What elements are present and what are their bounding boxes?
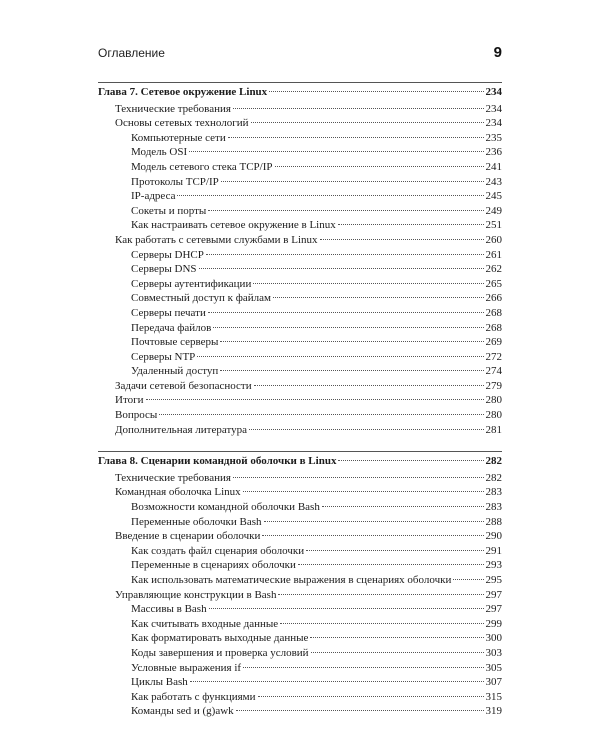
toc-entry-title: Дополнительная литература (115, 423, 247, 436)
toc-entry-page: 283 (485, 486, 502, 499)
toc-entry-title: Модель сетевого стека TCP/IP (131, 160, 273, 173)
dot-leader (199, 268, 484, 269)
toc-subsection[interactable] (98, 321, 502, 336)
toc-entry-title: Модель OSI (131, 146, 188, 159)
dot-leader (220, 341, 483, 342)
toc-entry-title: Переменные оболочки Bash (131, 515, 262, 528)
toc-entry-page: 288 (485, 515, 502, 528)
toc-entry-title: Глава 7. Сетевое окружение Linux (98, 86, 268, 98)
toc-chapter-heading[interactable] (98, 83, 502, 102)
toc-subsection[interactable] (98, 262, 502, 277)
dot-leader (310, 637, 483, 638)
toc-subsection[interactable] (98, 350, 502, 365)
toc-entry-page: 241 (485, 160, 502, 173)
toc-subsection[interactable] (98, 306, 502, 321)
toc-entry-title: Массивы в Bash (131, 603, 207, 616)
toc-entry-page: 280 (485, 394, 502, 407)
toc-entry-title: Почтовые серверы (131, 336, 219, 349)
toc-entry-page: 261 (485, 248, 502, 261)
toc-subsection[interactable] (98, 248, 502, 263)
toc-section[interactable] (98, 423, 502, 438)
toc-subsection[interactable] (98, 218, 502, 233)
toc-subsection[interactable] (98, 277, 502, 292)
toc-entry-page: 268 (485, 306, 502, 319)
toc-entry-page: 235 (485, 131, 502, 144)
toc-entry-page: 290 (485, 530, 502, 543)
toc-subsection[interactable] (98, 335, 502, 350)
toc-entry-title: Компьютерные сети (131, 131, 226, 144)
toc-entry-page: 272 (485, 350, 502, 363)
toc-entry-title: Серверы NTP (131, 350, 196, 363)
toc-entry-title: Возможности командной оболочки Bash (131, 501, 320, 514)
toc-entry-page: 265 (485, 277, 502, 290)
toc-entry-page: 234 (485, 86, 502, 98)
toc-subsection[interactable] (98, 189, 502, 204)
toc-subsection[interactable] (98, 515, 502, 530)
toc-subsection[interactable] (98, 704, 502, 719)
toc-entry-page: 260 (485, 233, 502, 246)
dot-leader (243, 667, 483, 668)
toc-entry-page: 245 (485, 190, 502, 203)
toc-entry-page: 281 (485, 423, 502, 436)
toc-subsection[interactable] (98, 617, 502, 632)
toc-entry-page: 293 (485, 559, 502, 572)
page-number: 9 (493, 44, 502, 61)
toc-entry-page: 268 (485, 321, 502, 334)
dot-leader (262, 535, 483, 536)
toc-section[interactable] (98, 471, 502, 486)
dot-leader (311, 652, 484, 653)
dot-leader (197, 356, 483, 357)
toc-section[interactable] (98, 233, 502, 248)
dot-leader (189, 151, 483, 152)
toc-subsection[interactable] (98, 291, 502, 306)
dot-leader (159, 414, 483, 415)
toc-entry-page: 283 (485, 501, 502, 514)
toc-chapter (98, 451, 502, 719)
toc-entry-page: 234 (485, 102, 502, 115)
dot-leader (233, 108, 484, 109)
dot-leader (213, 327, 483, 328)
toc-section[interactable] (98, 116, 502, 131)
toc-entry-page: 236 (485, 146, 502, 159)
toc-subsection[interactable] (98, 661, 502, 676)
dot-leader (280, 623, 483, 624)
table-of-contents (98, 82, 502, 719)
toc-entry-page: 303 (485, 646, 502, 659)
dot-leader (298, 564, 484, 565)
toc-entry-title: Как считывать входные данные (131, 617, 279, 630)
toc-subsection[interactable] (98, 573, 502, 588)
dot-leader (146, 399, 484, 400)
toc-subsection[interactable] (98, 602, 502, 617)
toc-entry-title: Сокеты и порты (131, 204, 207, 217)
toc-entry-title: Как форматировать выходные данные (131, 632, 309, 645)
dot-leader (269, 91, 483, 92)
toc-entry-title: Команды sed и (g)awk (131, 705, 234, 718)
toc-entry-page: 282 (485, 455, 502, 468)
toc-chapter-heading[interactable] (98, 452, 502, 471)
toc-entry-title: Управляющие конструкции в Bash (115, 588, 277, 601)
toc-section[interactable] (98, 588, 502, 603)
toc-entry-page: 307 (485, 676, 502, 689)
toc-subsection[interactable] (98, 175, 502, 190)
dot-leader (453, 579, 483, 580)
toc-entry-title: Итоги (115, 394, 144, 407)
toc-subsection[interactable] (98, 646, 502, 661)
toc-subsection[interactable] (98, 204, 502, 219)
toc-entry-title: Вопросы (115, 409, 158, 422)
toc-entry-title: Технические требования (115, 471, 231, 484)
toc-entry-page: 262 (485, 263, 502, 276)
toc-entry-title: Протоколы TCP/IP (131, 175, 219, 188)
toc-entry-title: Технические требования (115, 102, 231, 115)
toc-entry-title: Как создать файл сценария оболочки (131, 544, 305, 557)
toc-entry-page: 274 (485, 365, 502, 378)
toc-entry-page: 291 (485, 544, 502, 557)
toc-subsection[interactable] (98, 558, 502, 573)
dot-leader (208, 312, 484, 313)
toc-subsection[interactable] (98, 145, 502, 160)
toc-entry-title: Серверы печати (131, 306, 206, 319)
dot-leader (236, 710, 484, 711)
dot-leader (228, 137, 484, 138)
toc-subsection[interactable] (98, 544, 502, 559)
toc-entry-page: 249 (485, 204, 502, 217)
dot-leader (338, 460, 483, 461)
dot-leader (206, 254, 484, 255)
toc-entry-title: Совместный доступ к файлам (131, 292, 271, 305)
running-title: Оглавление (98, 46, 165, 60)
toc-entry-page: 251 (485, 219, 502, 232)
toc-entry-page: 299 (485, 617, 502, 630)
toc-entry-title: Как работать с функциями (131, 690, 256, 703)
toc-section[interactable] (98, 393, 502, 408)
toc-entry-title: Циклы Bash (131, 676, 188, 689)
toc-entry-title: Коды завершения и проверка условий (131, 646, 309, 659)
toc-entry-page: 295 (485, 574, 502, 586)
dot-leader (338, 224, 484, 225)
toc-entry-title: IP-адреса (131, 190, 176, 203)
dot-leader (251, 122, 484, 123)
toc-chapter (98, 82, 502, 437)
dot-leader (209, 608, 484, 609)
toc-entry-page: 300 (485, 632, 502, 645)
dot-leader (249, 429, 484, 430)
dot-leader (221, 181, 484, 182)
toc-entry-title: Передача файлов (131, 321, 212, 334)
dot-leader (190, 681, 484, 682)
toc-entry-title: Задачи сетевой безопасности (115, 379, 252, 392)
toc-entry-title: Серверы аутентификации (131, 277, 252, 290)
toc-entry-title: Серверы DNS (131, 263, 197, 276)
page-header (98, 44, 502, 66)
toc-entry-page: 266 (485, 292, 502, 305)
toc-subsection[interactable] (98, 675, 502, 690)
dot-leader (306, 550, 483, 551)
toc-entry-page: 297 (485, 603, 502, 616)
dot-leader (275, 166, 484, 167)
toc-subsection[interactable] (98, 631, 502, 646)
dot-leader (253, 283, 483, 284)
dot-leader (208, 210, 483, 211)
dot-leader (278, 594, 483, 595)
toc-entry-page: 315 (485, 690, 502, 703)
toc-entry-title: Основы сетевых технологий (115, 117, 249, 130)
toc-section[interactable] (98, 485, 502, 500)
toc-entry-title: Как настраивать сетевое окружение в Linux (131, 219, 336, 232)
toc-subsection[interactable] (98, 500, 502, 515)
toc-section[interactable] (98, 529, 502, 544)
dot-leader (177, 195, 483, 196)
toc-entry-title: Условные выражения if (131, 661, 242, 674)
dot-leader (258, 696, 484, 697)
toc-entry-title: Как использовать математические выражения в сценариях оболочки (131, 574, 452, 586)
toc-section[interactable] (98, 379, 502, 394)
toc-entry-title: Серверы DHCP (131, 248, 204, 261)
dot-leader (264, 521, 484, 522)
toc-subsection[interactable] (98, 131, 502, 146)
toc-section[interactable] (98, 408, 502, 423)
toc-entry-title: Как работать с сетевыми службами в Linux (115, 233, 318, 246)
toc-entry-title: Введение в сценарии оболочки (115, 530, 261, 543)
toc-entry-page: 269 (485, 336, 502, 349)
toc-entry-page: 280 (485, 409, 502, 422)
toc-entry-page: 279 (485, 379, 502, 392)
toc-entry-page: 282 (485, 471, 502, 484)
dot-leader (243, 491, 484, 492)
toc-entry-title: Глава 8. Сценарии командной оболочки в Linux (98, 455, 337, 468)
toc-section[interactable] (98, 102, 502, 117)
toc-entry-title: Командная оболочка Linux (115, 486, 241, 499)
toc-entry-page: 297 (485, 588, 502, 601)
toc-entry-page: 319 (485, 705, 502, 718)
dot-leader (220, 370, 483, 371)
toc-entry-page: 234 (485, 117, 502, 130)
toc-entry-page: 243 (485, 175, 502, 188)
dot-leader (233, 477, 484, 478)
toc-subsection[interactable] (98, 690, 502, 705)
dot-leader (320, 239, 484, 240)
toc-entry-title: Удаленный доступ (131, 365, 219, 378)
toc-entry-page: 305 (485, 661, 502, 674)
dot-leader (254, 385, 484, 386)
dot-leader (273, 297, 484, 298)
toc-entry-title: Переменные в сценариях оболочки (131, 559, 296, 572)
toc-subsection[interactable] (98, 364, 502, 379)
toc-subsection[interactable] (98, 160, 502, 175)
dot-leader (322, 506, 484, 507)
